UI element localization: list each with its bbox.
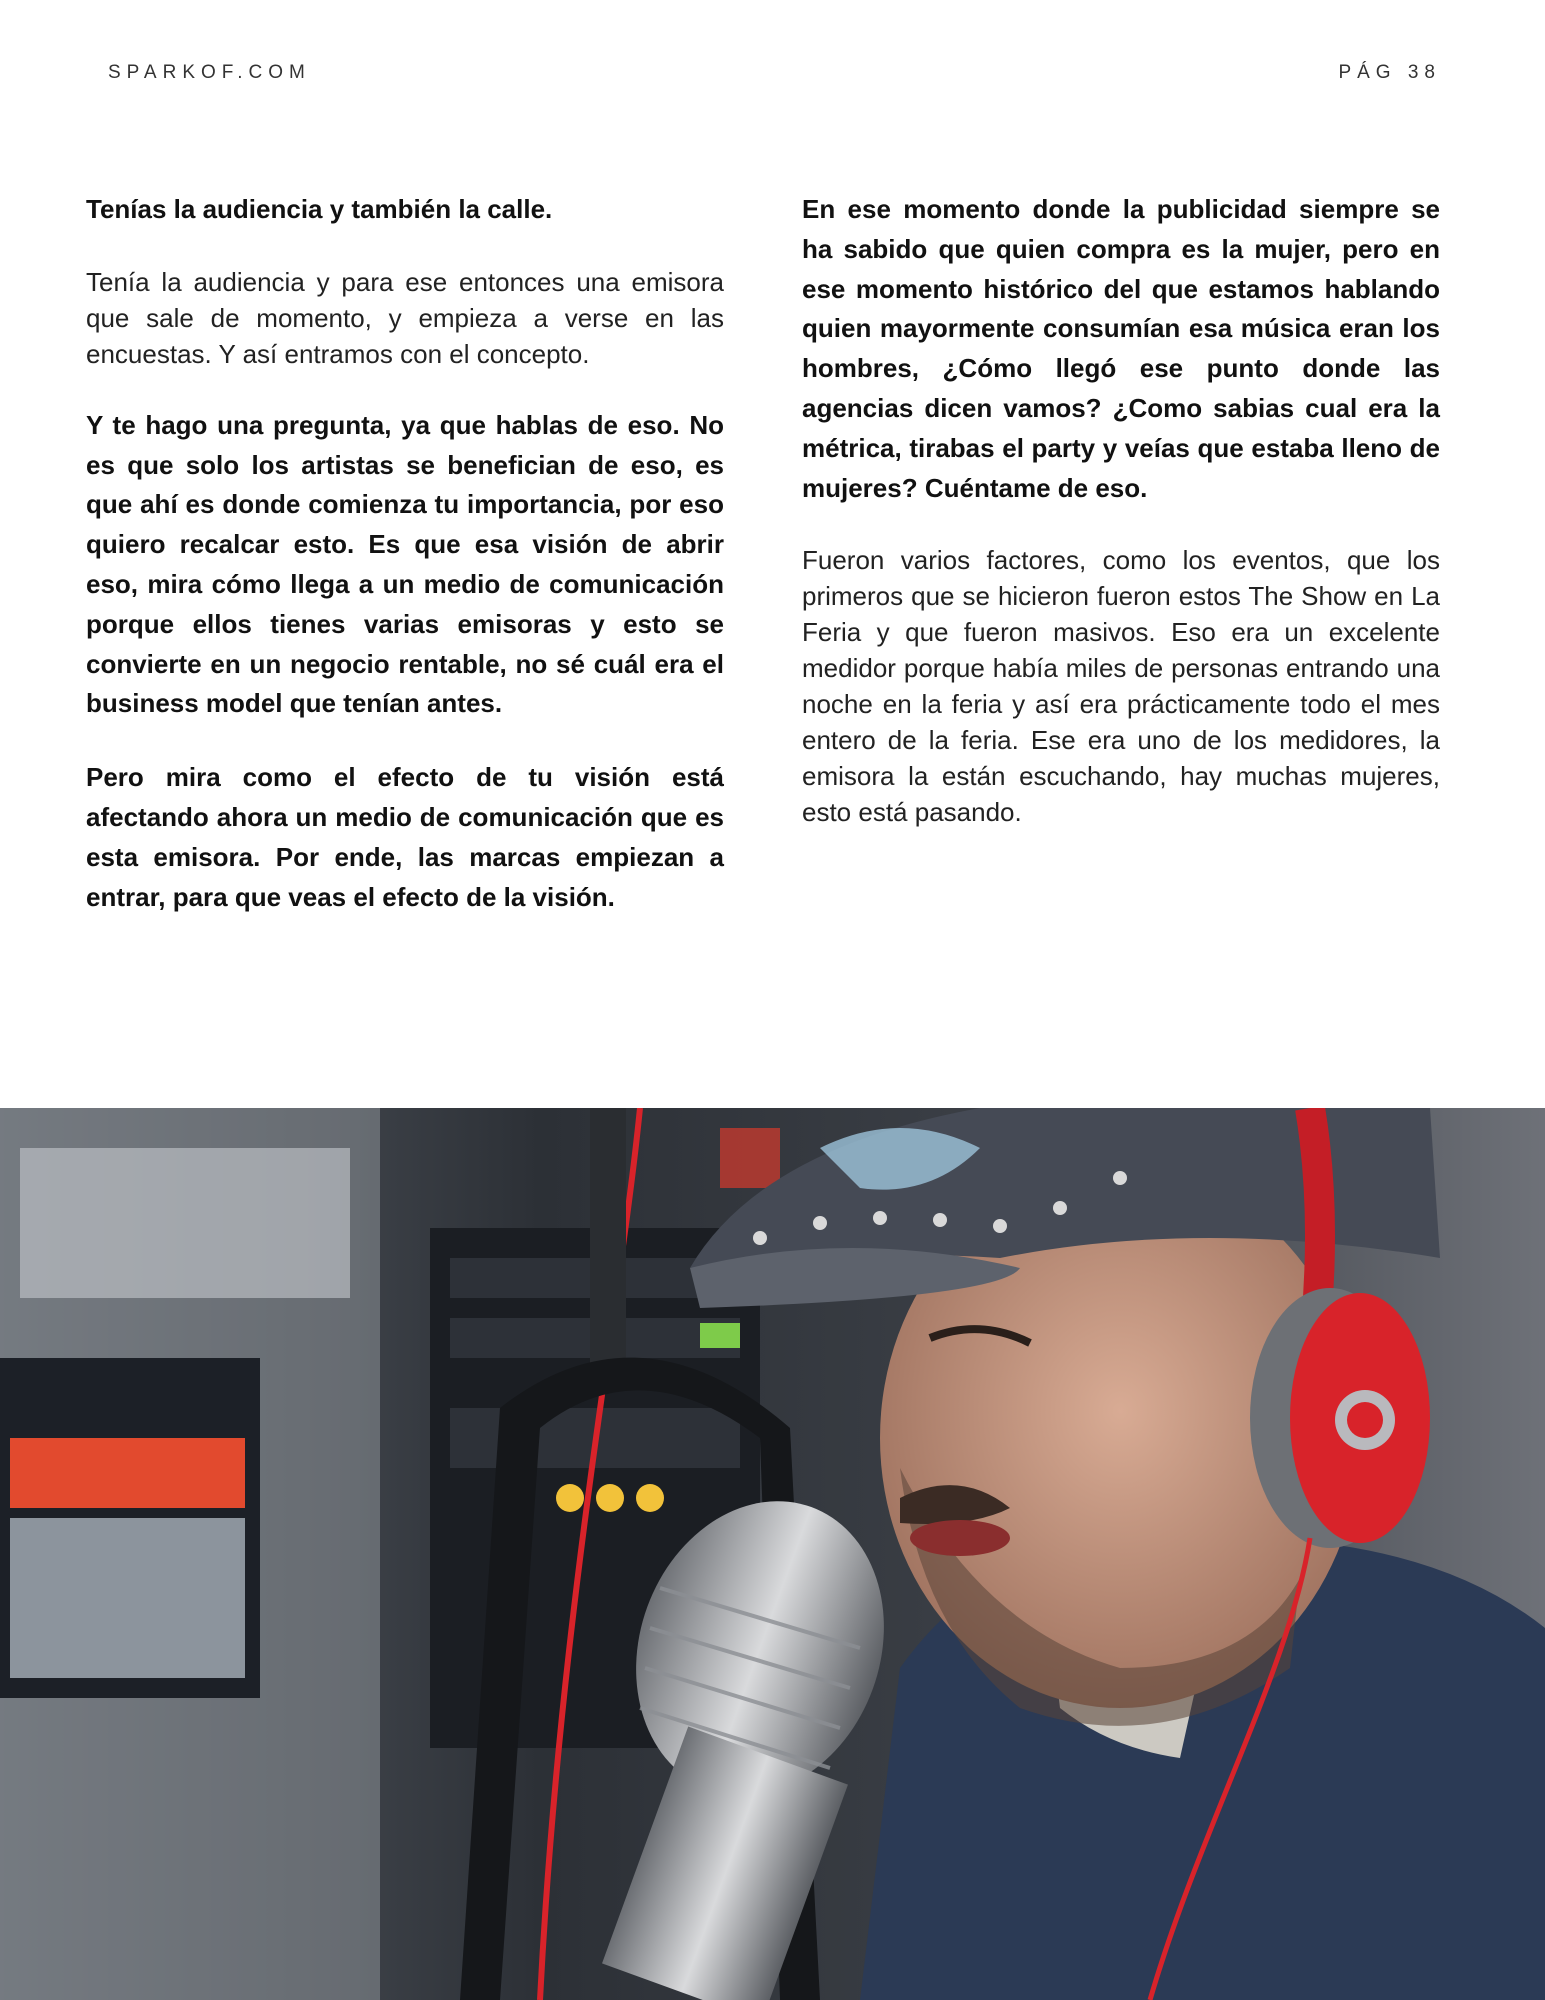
radio-host-photo (0, 1108, 1545, 2000)
page-header (108, 62, 1441, 84)
photo-illustration (0, 1108, 1545, 2000)
page-number: PÁG 38 (1338, 62, 1441, 83)
question-text: En ese momento donde la publicidad siempre se ha sabido que quien compra es la mujer, pero en ese momento histórico del que estamos hablando quien mayormente consumían esa música eran los hombres, ¿Cómo llegó ese punto donde las agencias dicen vamos? ¿Como sabias cual era la métrica, tirabas el party y veías que estaba lleno de mujeres? Cuéntame de eso. (802, 194, 1440, 503)
question-text: Tenías la audiencia y también la calle. (86, 194, 553, 224)
question-text: Y te hago una pregunta, ya que hablas de eso. No es que solo los artistas se benefician de eso, es que ahí es donde comienza tu importancia, por eso quiero recalcar esto. Es que esa visión de abrir eso, mira cómo llega a un medio de comunicación porque ellos tienes varias emisoras y esto se convierte en un negocio rentable, no sé cuál era el business model que tenían antes. (86, 409, 724, 719)
question-text: Pero mira como el efecto de tu visión está afectando ahora un medio de comunicación que es esta emisora. Por ende, las marcas empiezan a entrar, para que veas el efecto de la visión. (86, 762, 724, 912)
right-column (802, 190, 1440, 864)
site-name: SPARKOF.COM (108, 62, 311, 83)
answer-text: Tenía la audiencia y para ese entonces una emisora que sale de momento, y empieza a verse en las encuestas. Y así entramos con el concepto. (86, 266, 724, 369)
left-column (86, 190, 724, 951)
answer-text: Fueron varios factores, como los eventos, que los primeros que se hicieron fueron estos The Show en La Feria y que fueron masivos. Eso era un excelente medidor porque había miles de personas entrando una noche en la feria y así era prácticamente todo el mes entero de la feria. Ese era uno de los medidores, la emisora la están escuchando, hay muchas mujeres, esto está pasando. (802, 545, 1440, 828)
